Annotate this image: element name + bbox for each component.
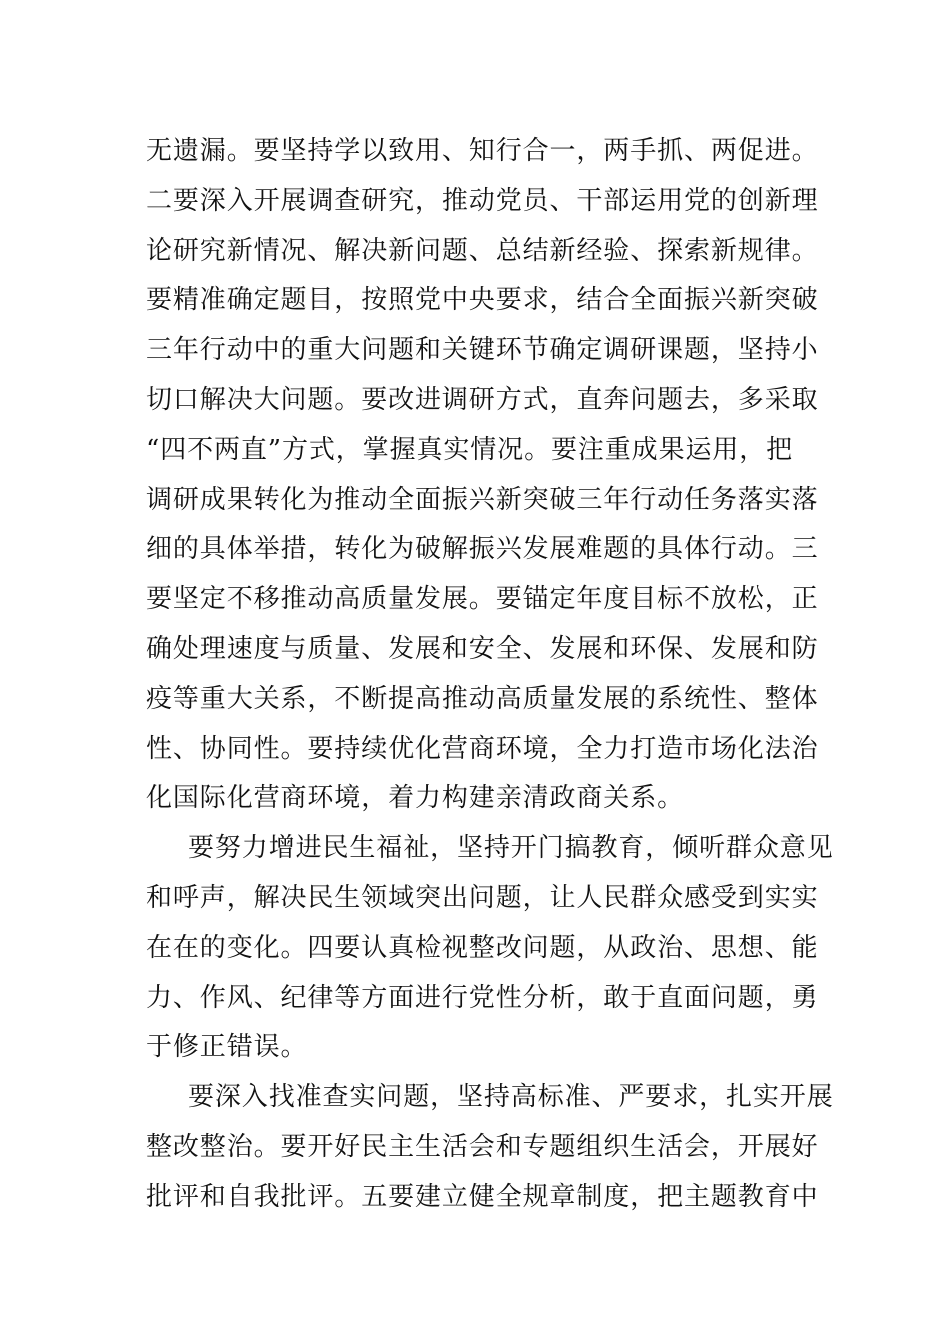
text-line: 三年行动中的重大问题和关键环节确定调研课题，坚持小 xyxy=(146,335,819,366)
text-line: 批评和自我批评。五要建立健全规章制度，把主题教育中 xyxy=(146,1181,819,1212)
text-line: 在在的变化。四要认真检视整改问题，从政治、思想、能 xyxy=(146,932,819,963)
text-line: 要坚定不移推动高质量发展。要锚定年度目标不放松，正 xyxy=(146,584,819,615)
text-line: 论研究新情况、解决新问题、总结新经验、探索新规律。 xyxy=(146,235,819,266)
text-line: 疫等重大关系，不断提高推动高质量发展的系统性、整体 xyxy=(146,683,819,714)
text-line: 性、协同性。要持续优化营商环境，全力打造市场化法治 xyxy=(146,733,819,764)
text-line: 无遗漏。要坚持学以致用、知行合一，两手抓、两促进。 xyxy=(146,136,819,166)
body-text xyxy=(146,127,834,1223)
text-line: 切口解决大问题。要改进调研方式，直奔问题去，多采取 xyxy=(146,384,819,415)
text-line: 调研成果转化为推动全面振兴新突破三年行动任务落实落 xyxy=(146,484,819,515)
text-line: 二要深入开展调查研究，推动党员、干部运用党的创新理 xyxy=(146,185,819,216)
text-line: 细的具体举措，转化为破解振兴发展难题的具体行动。三 xyxy=(146,534,819,565)
text-line: “四不两直”方式，掌握真实情况。要注重成果运用，把 xyxy=(146,434,794,465)
paragraph-start-line: 要深入找准查实问题，坚持高标准、严要求，扎实开展 xyxy=(188,1082,834,1113)
text-line: 要精准确定题目，按照党中央要求，结合全面振兴新突破 xyxy=(146,285,819,316)
paragraph-start-line: 要努力增进民生福祉，坚持开门搞教育，倾听群众意见 xyxy=(188,833,834,864)
text-line: 化国际化营商环境，着力构建亲清政商关系。 xyxy=(146,783,685,814)
text-line: 和呼声，解决民生领域突出问题，让人民群众感受到实实 xyxy=(146,882,819,913)
text-line: 力、作风、纪律等方面进行党性分析，敢于直面问题，勇 xyxy=(146,982,819,1013)
text-line: 整改整治。要开好民主生活会和专题组织生活会，开展好 xyxy=(146,1131,819,1162)
text-line: 确处理速度与质量、发展和安全、发展和环保、发展和防 xyxy=(146,633,819,664)
text-line: 于修正错误。 xyxy=(146,1032,308,1063)
